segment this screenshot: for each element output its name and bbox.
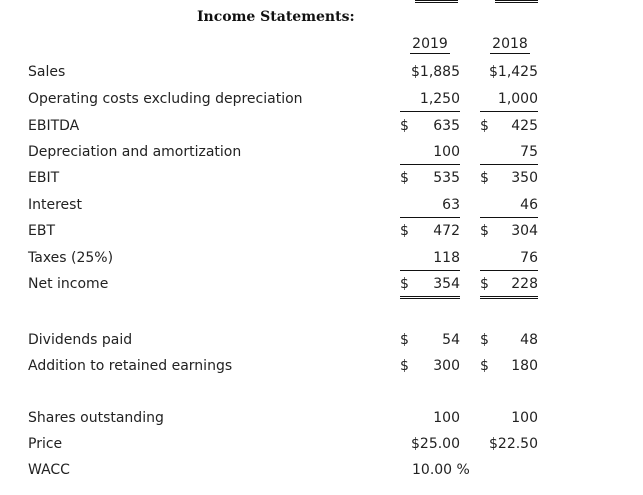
wacc-value: 10.00 %	[412, 462, 470, 478]
cell-2018-ebitda: $ 425	[480, 118, 538, 134]
row-label-taxes: Taxes (25%)	[28, 250, 114, 266]
row-label-depreciation: Depreciation and amortization	[28, 144, 242, 160]
cell-2019-price: $25.00	[411, 436, 460, 452]
cell-2019-ebitda: $ 635	[400, 118, 460, 134]
cell-2019-retained-earnings: $ 300	[400, 358, 460, 374]
header-rule-2019	[415, 0, 458, 3]
row-label-net-income: Net income	[28, 276, 109, 292]
cell-2019-sales: $1,885	[411, 64, 460, 80]
cell-2019-net-income: $ 354	[400, 274, 460, 299]
cell-2018-depreciation: 75	[480, 142, 538, 165]
cell-2019-operating-costs: 1,250	[400, 89, 460, 112]
cell-2018-dividends: $ 48	[480, 332, 538, 348]
cell-2018-interest: 46	[480, 195, 538, 218]
cell-2018-shares: 100	[511, 410, 538, 426]
row-label-wacc: WACC	[28, 462, 70, 478]
cell-2018-operating-costs: 1,000	[480, 89, 538, 112]
cell-2018-net-income: $ 228	[480, 274, 538, 299]
row-label-price: Price	[28, 436, 63, 452]
cell-2019-taxes: 118	[400, 248, 460, 271]
row-label-dividends: Dividends paid	[28, 332, 133, 348]
cell-2019-shares: 100	[433, 410, 460, 426]
row-label-sales: Sales	[28, 64, 66, 80]
cell-2018-ebit: $ 350	[480, 170, 538, 186]
cell-2019-depreciation: 100	[400, 142, 460, 165]
row-label-ebitda: EBITDA	[28, 118, 80, 134]
row-label-interest: Interest	[28, 197, 82, 213]
cell-2019-interest: 63	[400, 195, 460, 218]
cell-2019-ebit: $ 535	[400, 170, 460, 186]
column-header-2018: 2018	[492, 36, 528, 52]
cell-2018-taxes: 76	[480, 248, 538, 271]
row-label-retained-earnings: Addition to retained earnings	[28, 358, 233, 374]
cell-2019-dividends: $ 54	[400, 332, 460, 348]
row-label-ebt: EBT	[28, 223, 56, 239]
row-label-ebit: EBIT	[28, 170, 60, 186]
row-label-shares: Shares outstanding	[28, 410, 164, 426]
cell-2018-sales: $1,425	[489, 64, 538, 80]
cell-2018-price: $22.50	[489, 436, 538, 452]
cell-2018-retained-earnings: $ 180	[480, 358, 538, 374]
page-title: Income Statements:	[197, 9, 355, 25]
cell-2019-ebt: $ 472	[400, 223, 460, 239]
cell-2018-ebt: $ 304	[480, 223, 538, 239]
header-rule-2018	[495, 0, 538, 3]
row-label-operating-costs: Operating costs excluding depreciation	[28, 91, 303, 107]
column-header-2019: 2019	[412, 36, 448, 52]
